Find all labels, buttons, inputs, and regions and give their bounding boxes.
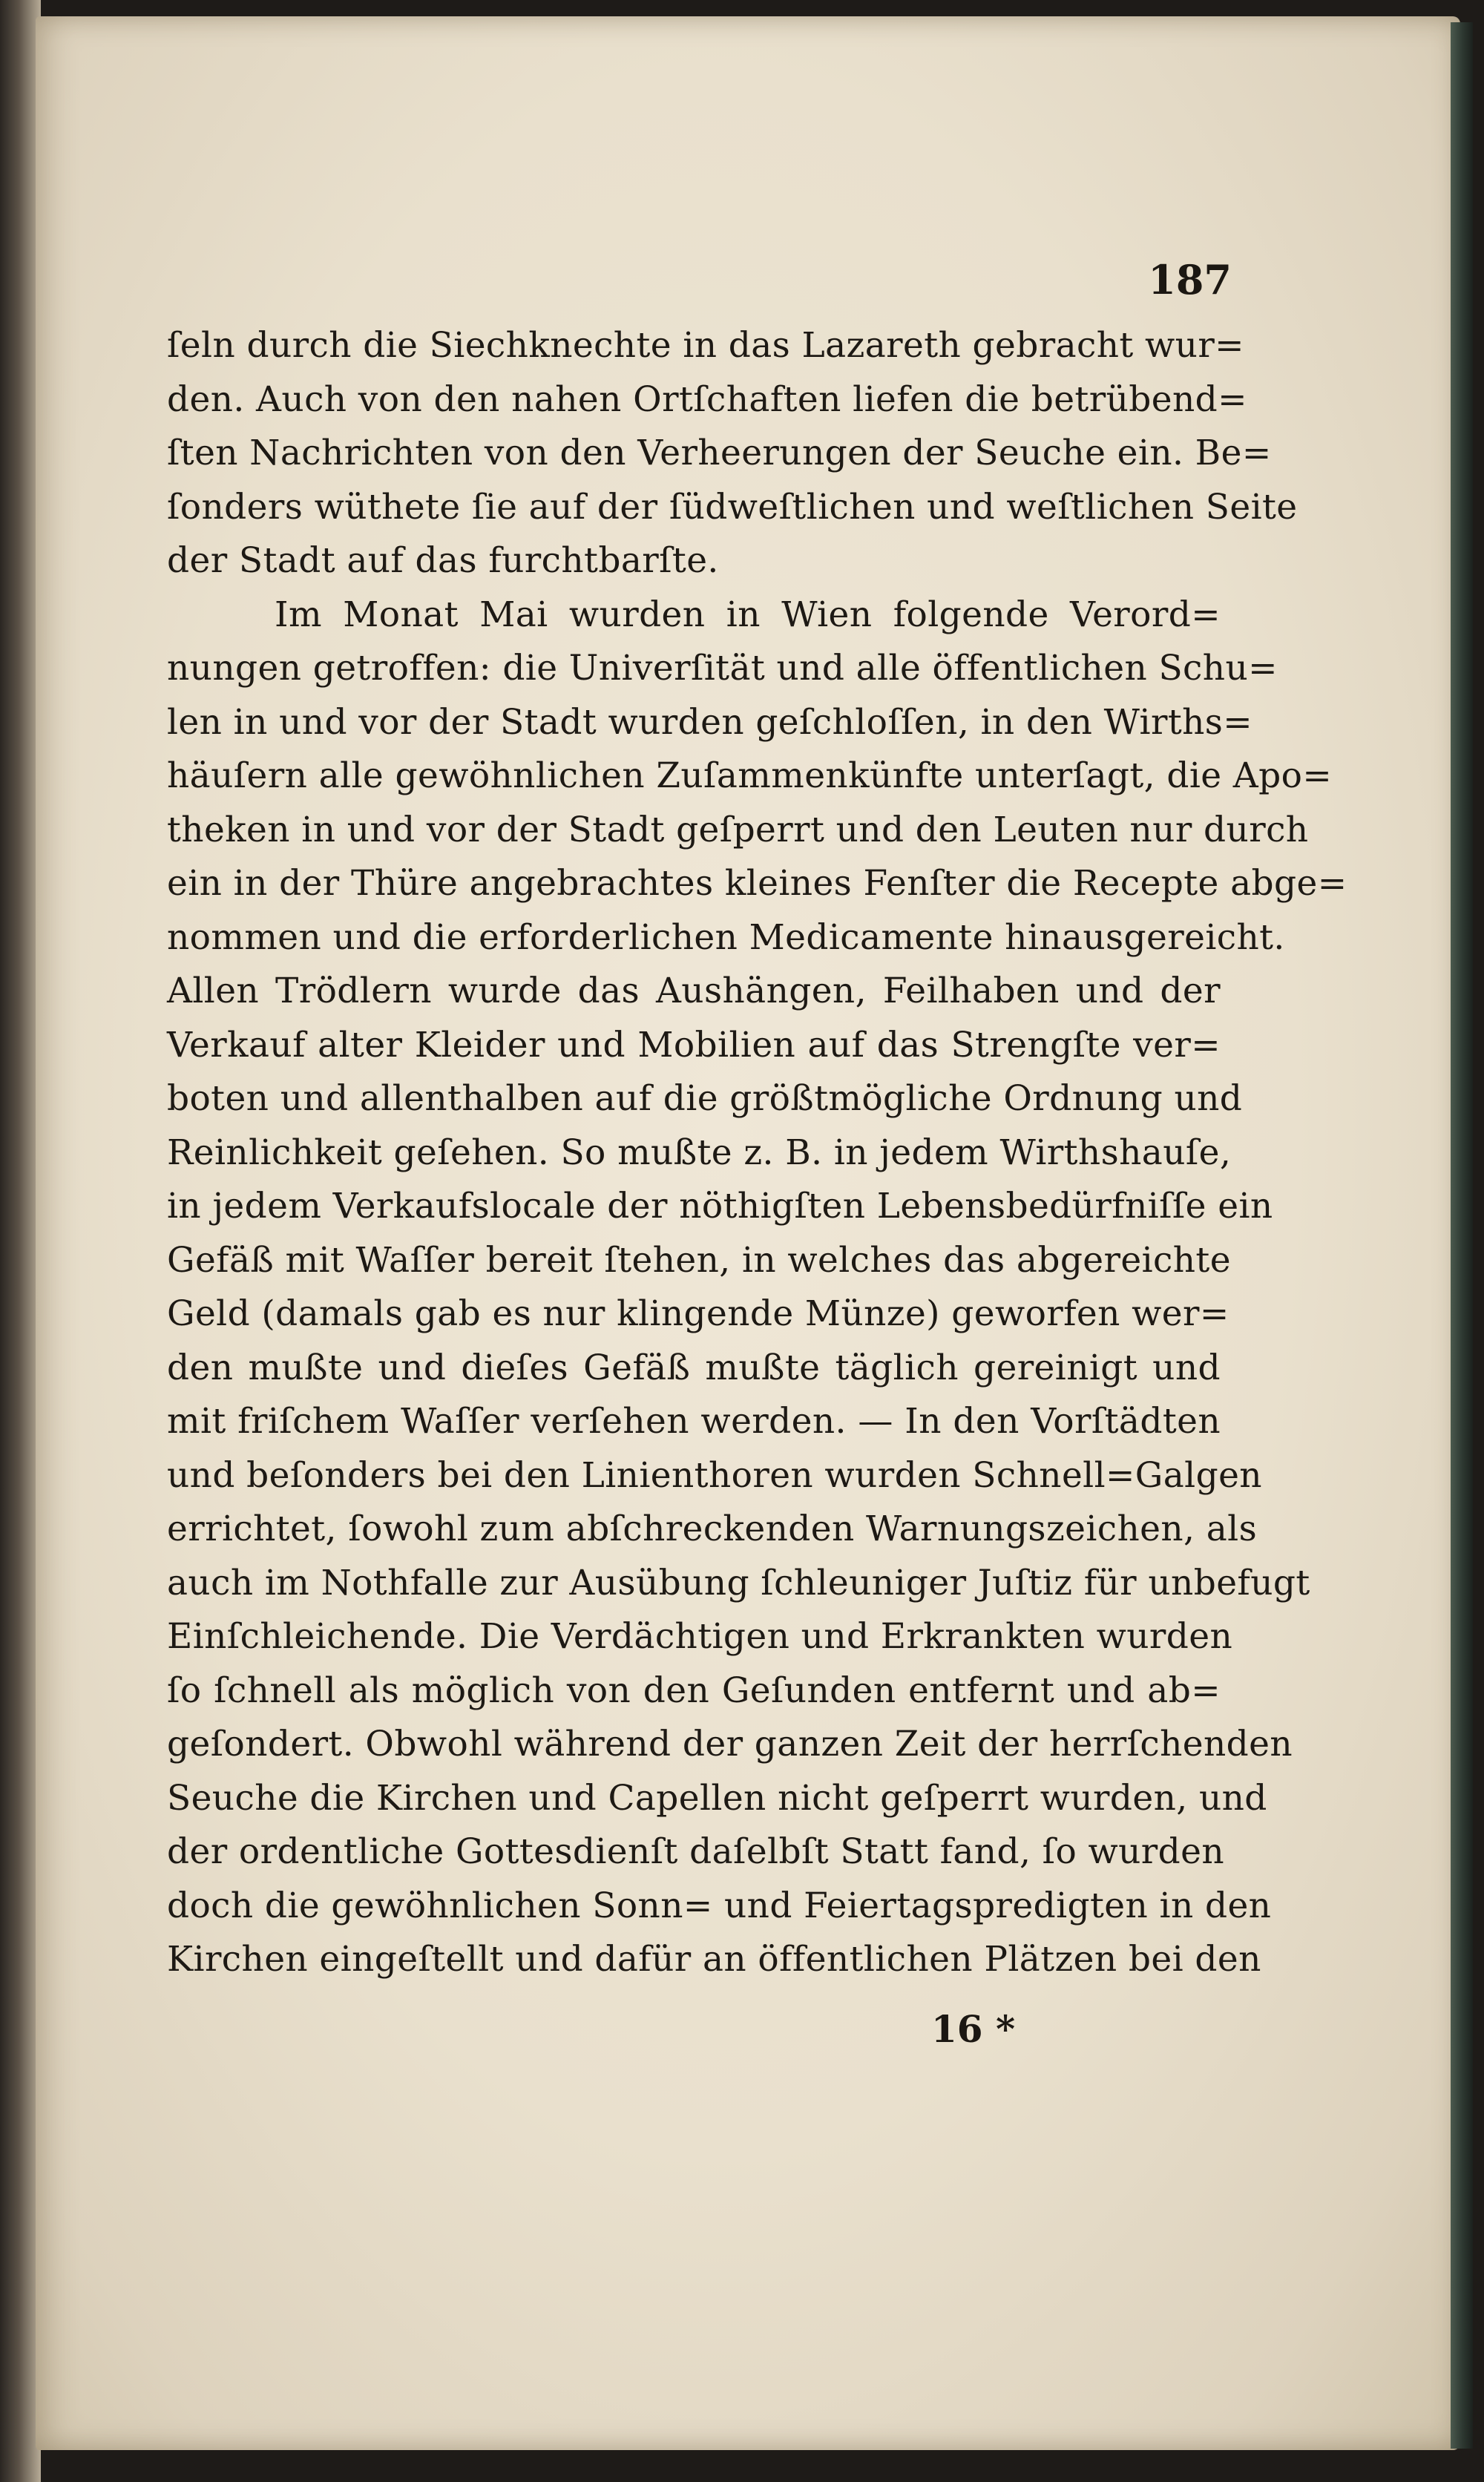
book-spine-edge bbox=[0, 0, 41, 2482]
text-line: in jedem Verkaufslocale der nöthigſten Lebensbedürfniſſe ein bbox=[167, 1186, 1273, 1227]
text-line: len in und vor der Stadt wurden geſchloſſen, in den Wirths= bbox=[167, 701, 1253, 743]
text-line: Geld (damals gab es nur klingende Münze) geworfen wer= bbox=[167, 1293, 1229, 1334]
page-number: 187 bbox=[1148, 256, 1232, 303]
text-line: häuſern alle gewöhnlichen Zuſammenkünfte unterſagt, die Apo= bbox=[167, 755, 1333, 796]
text-line: errichtet, ſowohl zum abſchreckenden Warnungszeichen, als bbox=[167, 1508, 1258, 1549]
text-line: mit friſchem Waſſer verſehen werden. — In den Vorſtädten bbox=[167, 1401, 1221, 1442]
text-line: Verkauf alter Kleider und Mobilien auf das Strengſte ver= bbox=[167, 1024, 1221, 1066]
text-line: der Stadt auf das furchtbarſte. bbox=[167, 540, 719, 581]
text-line: auch im Nothfalle zur Ausübung ſchleuniger Juſtiz für unbefugt bbox=[167, 1562, 1310, 1603]
text-line: der ordentliche Gottesdienſt daſelbſt Statt fand, ſo wurden bbox=[167, 1831, 1225, 1872]
text-line: boten und allenthalben auf die größtmögliche Ordnung und bbox=[167, 1078, 1243, 1119]
text-line: doch die gewöhnlichen Sonn= und Feiertagspredigten in den bbox=[167, 1885, 1272, 1926]
text-line: ſonders wüthete ſie auf der ſüdweſtlichen und weſtlichen Seite bbox=[167, 486, 1298, 528]
text-line: ſo ſchnell als möglich von den Geſunden entfernt und ab= bbox=[167, 1670, 1221, 1711]
text-line: den. Auch von den nahen Ortſchaften liefen die betrübend= bbox=[167, 378, 1247, 420]
text-line: Im Monat Mai wurden in Wien folgende Verord= bbox=[275, 594, 1221, 635]
text-line: ſten Nachrichten von den Verheerungen der Seuche ein. Be= bbox=[167, 433, 1272, 473]
text-line: und beſonders bei den Linienthoren wurden Schnell=Galgen bbox=[167, 1454, 1262, 1496]
text-line: nommen und die erforderlichen Medicamente hinausgereicht. bbox=[167, 916, 1285, 958]
text-line: Kirchen eingeſtellt und dafür an öffentlichen Plätzen bei den bbox=[167, 1939, 1261, 1980]
text-line: geſondert. Obwohl während der ganzen Zeit der herrſchenden bbox=[167, 1724, 1293, 1764]
text-line: Einſchleichende. Die Verdächtigen und Erkrankten wurden bbox=[167, 1616, 1233, 1657]
text-line: theken in und vor der Stadt geſperrt und den Leuten nur durch bbox=[167, 809, 1309, 850]
text-line: ſeln durch die Siechknechte in das Lazareth gebracht wur= bbox=[167, 325, 1244, 366]
text-line: den mußte und dieſes Gefäß mußte täglich gereinigt und bbox=[167, 1347, 1221, 1388]
text-line: Allen Trödlern wurde das Aushängen, Feilhaben und der bbox=[167, 971, 1221, 1011]
text-line: ein in der Thüre angebrachtes kleines Fenſter die Recepte abge= bbox=[167, 863, 1347, 904]
text-line: Gefäß mit Waſſer bereit ſtehen, in welches das abgereichte bbox=[167, 1239, 1231, 1281]
body-text bbox=[167, 319, 1347, 1987]
text-line: Seuche die Kirchen und Capellen nicht geſperrt wurden, und bbox=[167, 1777, 1267, 1819]
text-line: Reinlichkeit geſehen. So mußte z. B. in jedem Wirthshauſe, bbox=[167, 1132, 1232, 1173]
text-line: nungen getroffen: die Univerſität und alle öffentlichen Schu= bbox=[167, 648, 1278, 689]
book-cover-edge bbox=[1451, 22, 1473, 2449]
printer-signature-mark: 16 * bbox=[931, 2007, 1016, 2051]
